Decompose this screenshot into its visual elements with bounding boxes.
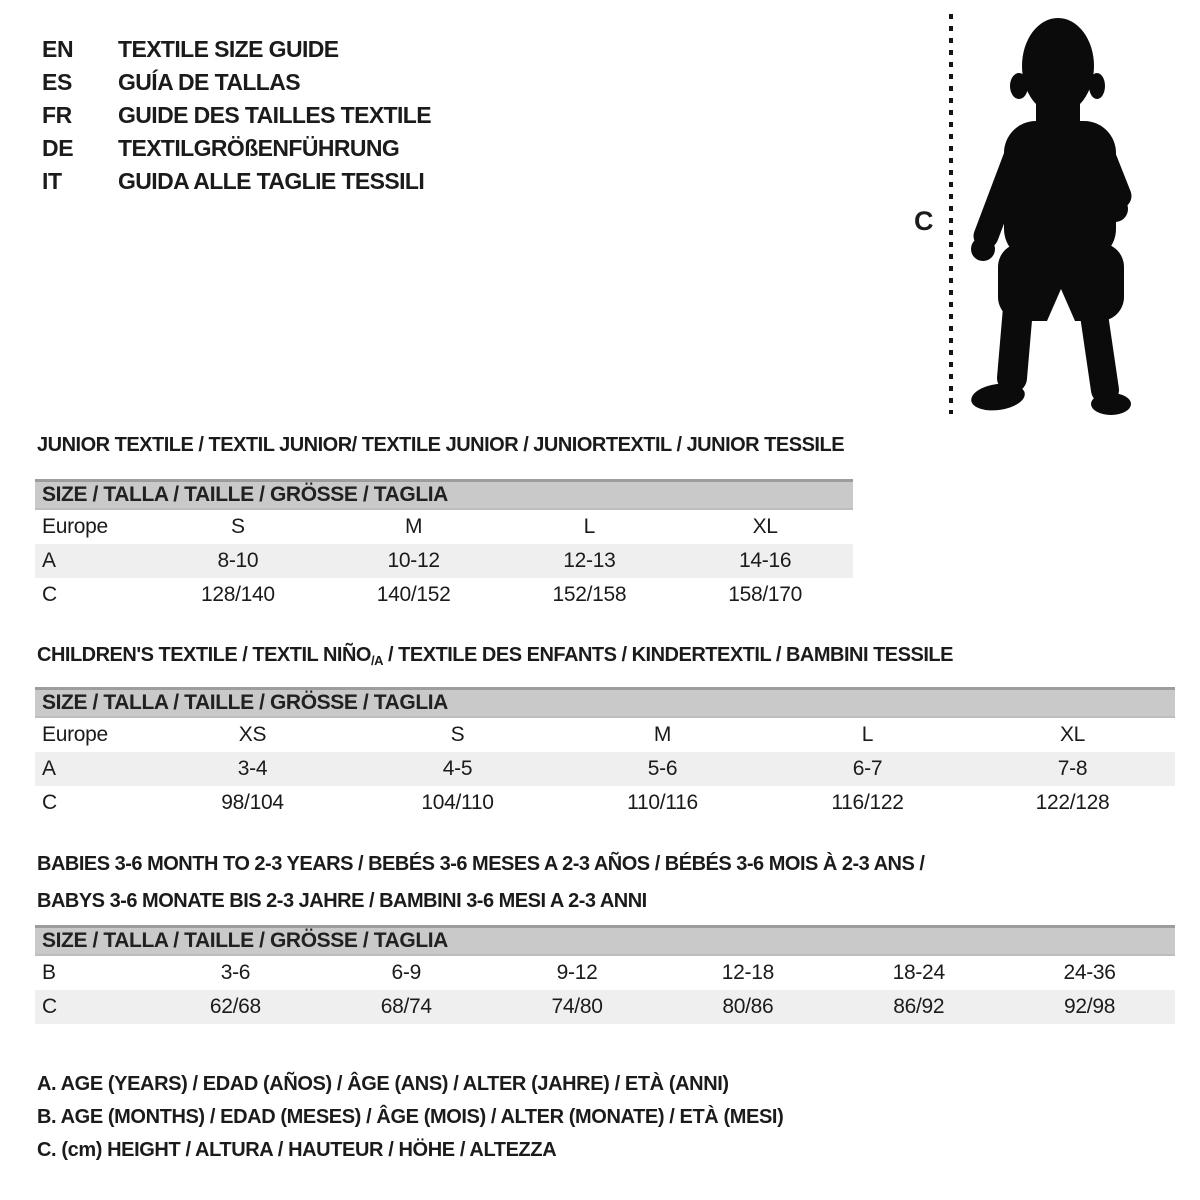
row-label-c: C [42,791,57,814]
size-cell: XL [752,515,778,538]
lang-code-fr: FR [42,102,72,128]
lang-label-fr: GUIDE DES TAILLES TEXTILE [118,102,431,128]
legend-height-cm: C. (cm) HEIGHT / ALTURA / HAUTEUR / HÖHE / ALTEZZA [37,1139,557,1161]
babies-title-line1: BABIES 3-6 MONTH TO 2-3 YEARS / BEBÉS 3-6 MESES A 2-3 AÑOS / BÉBÉS 3-6 MOIS À 2-3 ANS / [37,853,925,875]
legend-block [37,1068,783,1167]
size-cell: S [450,723,465,746]
babies-size-header: SIZE / TALLA / TAILLE / GRÖSSE / TAGLIA [35,927,1175,956]
age-cell: 8-10 [150,544,326,578]
table-row [35,578,853,612]
height-cell: 80/86 [662,990,833,1024]
lang-row-fr [42,99,431,132]
children-title-sub: /A [370,653,383,668]
size-cell: M [653,723,672,746]
junior-size-header: SIZE / TALLA / TAILLE / GRÖSSE / TAGLIA [35,481,853,510]
table-row [35,544,853,578]
height-cell: 158/170 [728,583,803,606]
toddler-silhouette-icon [958,8,1148,418]
row-label-a: A [35,752,150,786]
lang-code-es: ES [42,69,72,95]
table-row [35,717,1175,752]
age-cell: 6-7 [765,752,970,786]
row-label-europe: Europe [42,515,108,538]
age-cell: 9-12 [556,961,598,984]
age-cell: 7-8 [970,752,1175,786]
height-cell: 110/116 [627,791,698,814]
lang-label-en: TEXTILE SIZE GUIDE [118,36,339,62]
height-cell: 116/122 [831,791,904,814]
table-row [35,752,1175,786]
lang-row-de [42,132,431,165]
age-cell: 3-4 [150,752,355,786]
height-measure-label: C [914,206,934,236]
height-cell: 68/74 [321,990,492,1024]
table-row [35,990,1175,1024]
age-cell: 18-24 [892,961,945,984]
lang-row-en [42,33,431,66]
children-section-title [37,644,953,668]
children-size-table [35,687,1175,820]
row-label-a: A [35,544,150,578]
babies-title-line2: BABYS 3-6 MONATE BIS 2-3 JAHRE / BAMBINI 3-6 MESI A 2-3 ANNI [37,890,647,912]
lang-label-de: TEXTILGRÖßENFÜHRUNG [118,135,400,161]
age-cell: 3-6 [220,961,251,984]
row-label-c: C [35,990,150,1024]
lang-code-de: DE [42,135,74,161]
age-cell: 5-6 [560,752,765,786]
row-label-c: C [42,583,57,606]
size-cell: L [861,723,874,746]
height-cell: 62/68 [150,990,321,1024]
size-cell: L [583,515,596,538]
babies-section-title [37,846,924,920]
lang-code-en: EN [42,36,74,62]
height-cell: 92/98 [1004,990,1175,1024]
lang-label-it: GUIDA ALLE TAGLIE TESSILI [118,168,425,194]
table-row [35,786,1175,820]
legend-age-years: A. AGE (YEARS) / EDAD (AÑOS) / ÂGE (ANS) / ALTER (JAHRE) / ETÀ (ANNI) [37,1073,729,1095]
age-cell: 12-18 [721,961,774,984]
size-cell: XS [238,723,267,746]
children-title-post: / TEXTILE DES ENFANTS / KINDERTEXTIL / BAMBINI TESSILE [382,644,953,666]
junior-size-table [35,479,853,612]
height-cell: 98/104 [221,791,284,814]
age-cell: 10-12 [326,544,502,578]
children-title-pre: CHILDREN'S TEXTILE / TEXTIL NIÑO [37,644,371,666]
junior-section-title: JUNIOR TEXTILE / TEXTIL JUNIOR/ TEXTILE JUNIOR / JUNIORTEXTIL / JUNIOR TESSILE [37,434,845,456]
table-row [35,509,853,544]
size-cell: M [405,515,423,538]
table-row [35,955,1175,990]
babies-size-table [35,925,1175,1024]
age-cell: 4-5 [355,752,560,786]
row-label-b: B [42,961,56,984]
age-cell: 14-16 [677,544,853,578]
legend-age-months: B. AGE (MONTHS) / EDAD (MESES) / ÂGE (MOIS) / ALTER (MONATE) / ETÀ (MESI) [37,1106,784,1128]
lang-row-it [42,165,431,198]
language-title-block [42,33,431,198]
size-cell: XL [1059,723,1086,746]
height-cell: 140/152 [376,583,451,606]
age-cell: 12-13 [502,544,678,578]
height-measure-dotted-line [949,14,953,414]
age-cell: 24-36 [1063,961,1116,984]
height-cell: 86/92 [833,990,1004,1024]
children-size-header: SIZE / TALLA / TAILLE / GRÖSSE / TAGLIA [35,689,1175,718]
row-label-europe: Europe [42,723,108,746]
height-cell: 122/128 [1035,791,1110,814]
lang-row-es [42,66,431,99]
age-cell: 6-9 [391,961,421,984]
height-cell: 152/158 [552,583,627,606]
lang-code-it: IT [42,168,62,194]
height-cell: 128/140 [200,583,275,606]
height-cell: 104/110 [421,791,494,814]
height-cell: 74/80 [492,990,663,1024]
size-cell: S [231,515,245,538]
lang-label-es: GUÍA DE TALLAS [118,69,300,95]
